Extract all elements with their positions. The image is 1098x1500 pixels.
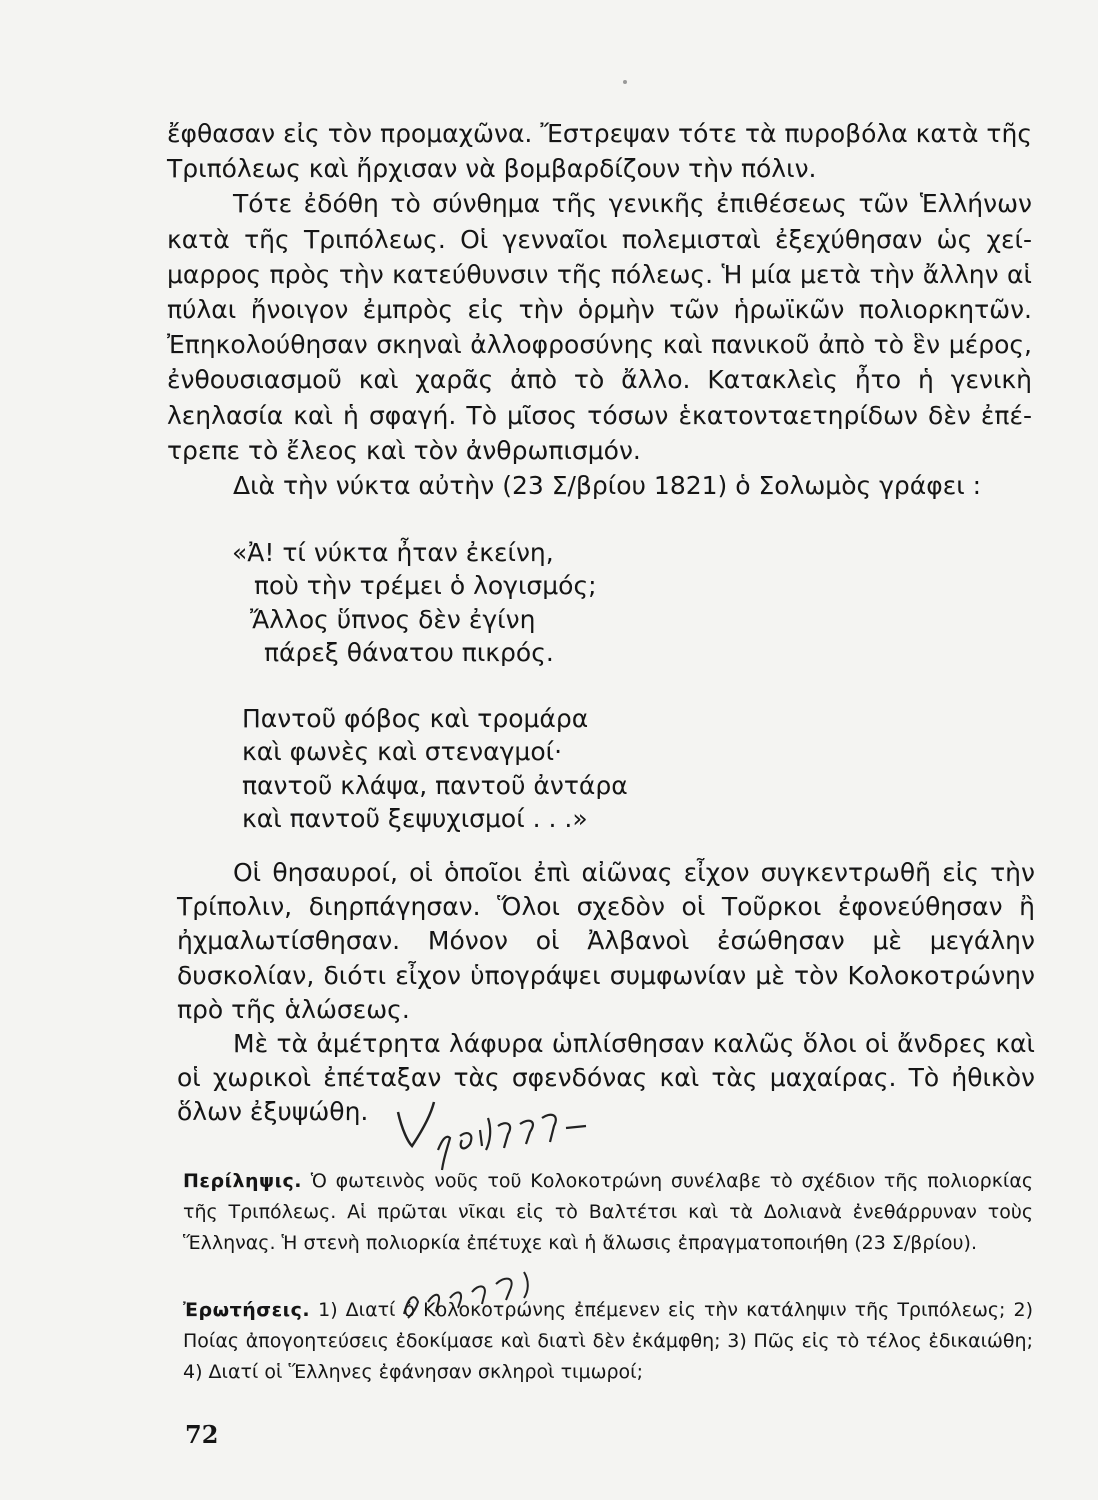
summary-label: Περίληψις. [183, 1170, 302, 1192]
summary-block [183, 1166, 1033, 1259]
main-text-continued [177, 856, 1035, 1130]
poem-line: παντοῦ κλάψα, παντοῦ ἀντάρα [242, 770, 628, 800]
summary-text: Ὁ φωτεινὸς νοῦς τοῦ Κολοκοτρώνη συνέλαβε τὸ σχέδιον τῆς πολιορκίας τῆς Τριπόλεως. Αἱ πρῶται νῖκαι εἰς τὸ Βαλτέτσι καὶ τὰ Δολιανὰ ἐνεθάρρυναν τοὺς Ἕλληνας. Ἡ στενὴ πολιορκία ἐπέτυχε καὶ ἡ ἅλωσις ἐπραγματοποιήθη (23 Σ/βρίου). [183, 1170, 1033, 1254]
poem-line: πάρεξ θάνατου πικρός. [264, 638, 554, 668]
poem-line: Παντοῦ φόβος καὶ τρομάρα [242, 704, 589, 733]
questions-text: 1) Διατί ὁ Κολοκοτρώνης ἐπέμενεν εἰς τὴν κατάληψιν τῆς Τριπόλεως; 2) Ποίας ἀπογοητεύσεις ἐδοκίμασε καὶ διατὶ δὲν ἐκάμφθη; 3) Πῶς εἰς τὸ τέλος ἐδικαιώθη; 4) Διατί οἱ Ἕλληνες ἐφάνησαν σκληροὶ τιμωροί; [183, 1299, 1033, 1383]
paragraph-4: Οἱ θησαυροί, οἱ ὁποῖοι ἐπὶ αἰῶνας εἶχον συγκεντρωθῆ εἰς τὴν Τρίπολιν, διηρπάγησαν. Ὅλοι σχεδὸν οἱ Τοῦρκοι ἐφονεύθησαν ἢ ἠχμαλωτίσθησαν. Μόνον οἱ Ἀλβανοὶ ἐσώθησαν μὲ μεγάλην δυσκολίαν, διότι εἶχον ὑπογράψει συμφωνίαν μὲ τὸν Κολοκοτρώνην πρὸ τῆς ἁλώσεως. [177, 858, 1035, 1024]
paragraph-3: Διὰ τὴν νύκτα αὐτὴν (23 Σ/βρίου 1821) ὁ Σολωμὸς γράφει : [233, 471, 982, 501]
questions-block [183, 1295, 1033, 1388]
poem-stanza-2 [232, 702, 832, 836]
main-text [167, 116, 1032, 503]
questions-label: Ἐρωτήσεις. [183, 1299, 311, 1321]
speck [623, 80, 627, 84]
paragraph-2: Τότε ἐδόθη τὸ σύνθημα τῆς γενικῆς ἐπιθέσεως τῶν Ἑλλήνων κατὰ τῆς Τριπόλεως. Οἱ γενναῖοι πολεμισταὶ ἐξεχύθησαν ὡς χεί- μαρρος πρὸς τὴν κατεύθυνσιν τῆς πόλεως. Ἡ μία μετὰ τὴν ἄλλην αἱ πύλαι ἤνοιγον ἐμπρὸς εἰς τὴν ὁρμὴν τῶν ἡρωϊκῶν πολιορκητῶν. Ἐπηκολούθησαν σκηναὶ ἀλλοφροσύνης καὶ πανικοῦ ἀπὸ τὸ ἓν μέρος, ἐνθουσιασμοῦ καὶ χαρᾶς ἀπὸ τὸ ἄλλο. Κατακλεὶς ἦτο ἡ γενικὴ λεηλασία καὶ ἡ σφαγή. Τὸ μῖσος τόσων ἑκατονταετηρίδων δὲν ἐπέ- τρεπε τὸ ἔλεος καὶ τὸν ἀνθρωπισμόν. [167, 189, 1032, 465]
poem-line: ποὺ τὴν τρέμει ὁ λογισμός; [254, 571, 597, 601]
paragraph-1: ἔφθασαν εἰς τὸν προμαχῶνα. Ἔστρεψαν τότε τὰ πυροβόλα κατὰ τῆς Τριπόλεως καὶ ἤρχισαν νὰ βομβαρδίζουν τὴν πόλιν. [167, 119, 1032, 184]
poem-stanza-1 [232, 536, 832, 670]
poem-line: καὶ φωνὲς καὶ στεναγμοί· [242, 737, 563, 767]
poem-line: Ἄλλος ὕπνος δὲν ἐγίνη [250, 604, 536, 634]
page-number: 72 [185, 1420, 219, 1449]
poem-line: καὶ παντοῦ ξεψυχισμοί . . .» [242, 804, 588, 834]
paragraph-5: Μὲ τὰ ἀμέτρητα λάφυρα ὡπλίσθησαν καλῶς ὅλοι οἱ ἄνδρες καὶ οἱ χωρικοὶ ἐπέταξαν τὰς σφενδόνας καὶ τὰς μαχαίρας. Τὸ ἠθικὸν ὅλων ἐξυψώθη. [177, 1029, 1035, 1127]
poem-line: «Ἀ! τί νύκτα ἦταν ἐκείνη, [232, 538, 554, 567]
